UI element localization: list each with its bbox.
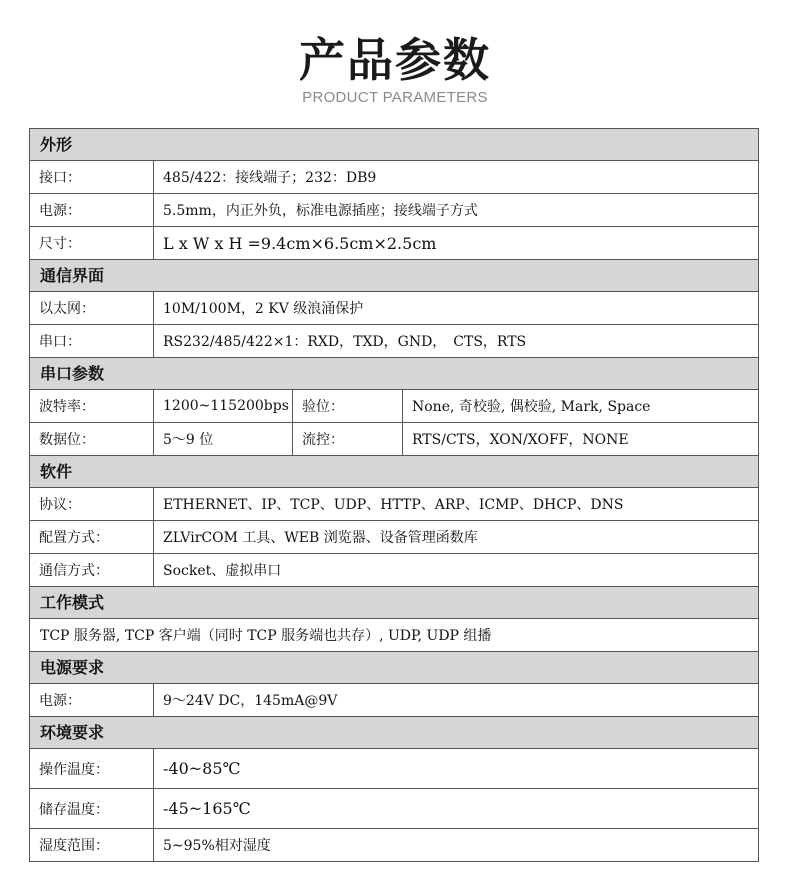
page-subtitle: PRODUCT PARAMETERS xyxy=(302,89,488,106)
spec-row-serial xyxy=(30,325,758,358)
spec-label: 湿度范围： xyxy=(30,829,154,861)
spec-label: 数据位： xyxy=(30,423,154,455)
spec-value: 5~95%相对湿度 xyxy=(163,838,271,854)
spec-label: 电源： xyxy=(30,684,154,716)
spec-value: RS232/485/422×1：RXD，TXD，GND， CTS，RTS xyxy=(163,334,527,350)
spec-row-protocol xyxy=(30,488,758,521)
spec-value: ETHERNET、IP、TCP、UDP、HTTP、ARP、ICMP、DHCP、DNS xyxy=(163,497,624,513)
spec-row-databits xyxy=(30,423,758,456)
spec-value: Socket、虚拟串口 xyxy=(163,563,282,579)
spec-value: -40~85℃ xyxy=(163,759,241,778)
spec-table xyxy=(29,128,759,862)
spec-row-interface xyxy=(30,161,758,194)
spec-row-power-req xyxy=(30,684,758,717)
section-work-mode: 工作模式 xyxy=(30,587,758,619)
section-appearance: 外形 xyxy=(30,129,758,161)
spec-label: 配置方式： xyxy=(30,521,154,553)
spec-label: 串口： xyxy=(30,325,154,357)
spec-row-ethernet xyxy=(30,292,758,325)
spec-label: 验位： xyxy=(293,390,403,422)
spec-value: None, 奇校验, 偶校验, Mark, Space xyxy=(412,399,651,415)
section-software: 软件 xyxy=(30,456,758,488)
spec-row-power xyxy=(30,194,758,227)
spec-label: 储存温度： xyxy=(30,789,154,828)
section-serial-params: 串口参数 xyxy=(30,358,758,390)
spec-label: 波特率： xyxy=(30,390,154,422)
spec-value: L x W x H =9.4cm×6.5cm×2.5cm xyxy=(163,233,437,253)
spec-value: -45~165℃ xyxy=(163,799,251,818)
spec-row-config xyxy=(30,521,758,554)
spec-value: 1200~115200bps xyxy=(154,390,293,422)
spec-value: 5.5mm，内正外负，标准电源插座；接线端子方式 xyxy=(163,203,478,219)
spec-value: 485/422：接线端子；232：DB9 xyxy=(163,170,377,186)
spec-value: RTS/CTS，XON/XOFF，NONE xyxy=(412,432,629,448)
spec-label: 流控： xyxy=(293,423,403,455)
spec-row-comm-mode xyxy=(30,554,758,587)
section-comm-interface: 通信界面 xyxy=(30,260,758,292)
spec-value: 5～9 位 xyxy=(154,423,293,455)
spec-label: 通信方式： xyxy=(30,554,154,586)
spec-row-size xyxy=(30,227,758,260)
spec-row-storage-temp xyxy=(30,789,758,829)
spec-row-work-mode xyxy=(30,619,758,652)
spec-label: 操作温度： xyxy=(30,749,154,788)
spec-label: 电源： xyxy=(30,194,154,226)
spec-row-op-temp xyxy=(30,749,758,789)
spec-label: 以太网： xyxy=(30,292,154,324)
spec-value: 9～24V DC，145mA@9V xyxy=(163,693,338,709)
section-environment: 环境要求 xyxy=(30,717,758,749)
spec-row-baud xyxy=(30,390,758,423)
page-title: 产品参数 xyxy=(299,33,491,87)
spec-label: 尺寸： xyxy=(30,227,154,259)
spec-value: ZLVirCOM 工具、WEB 浏览器、设备管理函数库 xyxy=(163,530,478,546)
spec-value: 10M/100M，2 KV 级浪涌保护 xyxy=(163,301,364,317)
spec-row-humidity xyxy=(30,829,758,862)
spec-label: 协议： xyxy=(30,488,154,520)
spec-value: TCP 服务器, TCP 客户端（同时 TCP 服务端也共存）, UDP, UDP 组播 xyxy=(40,628,492,644)
section-power-req: 电源要求 xyxy=(30,652,758,684)
spec-label: 接口： xyxy=(30,161,154,193)
